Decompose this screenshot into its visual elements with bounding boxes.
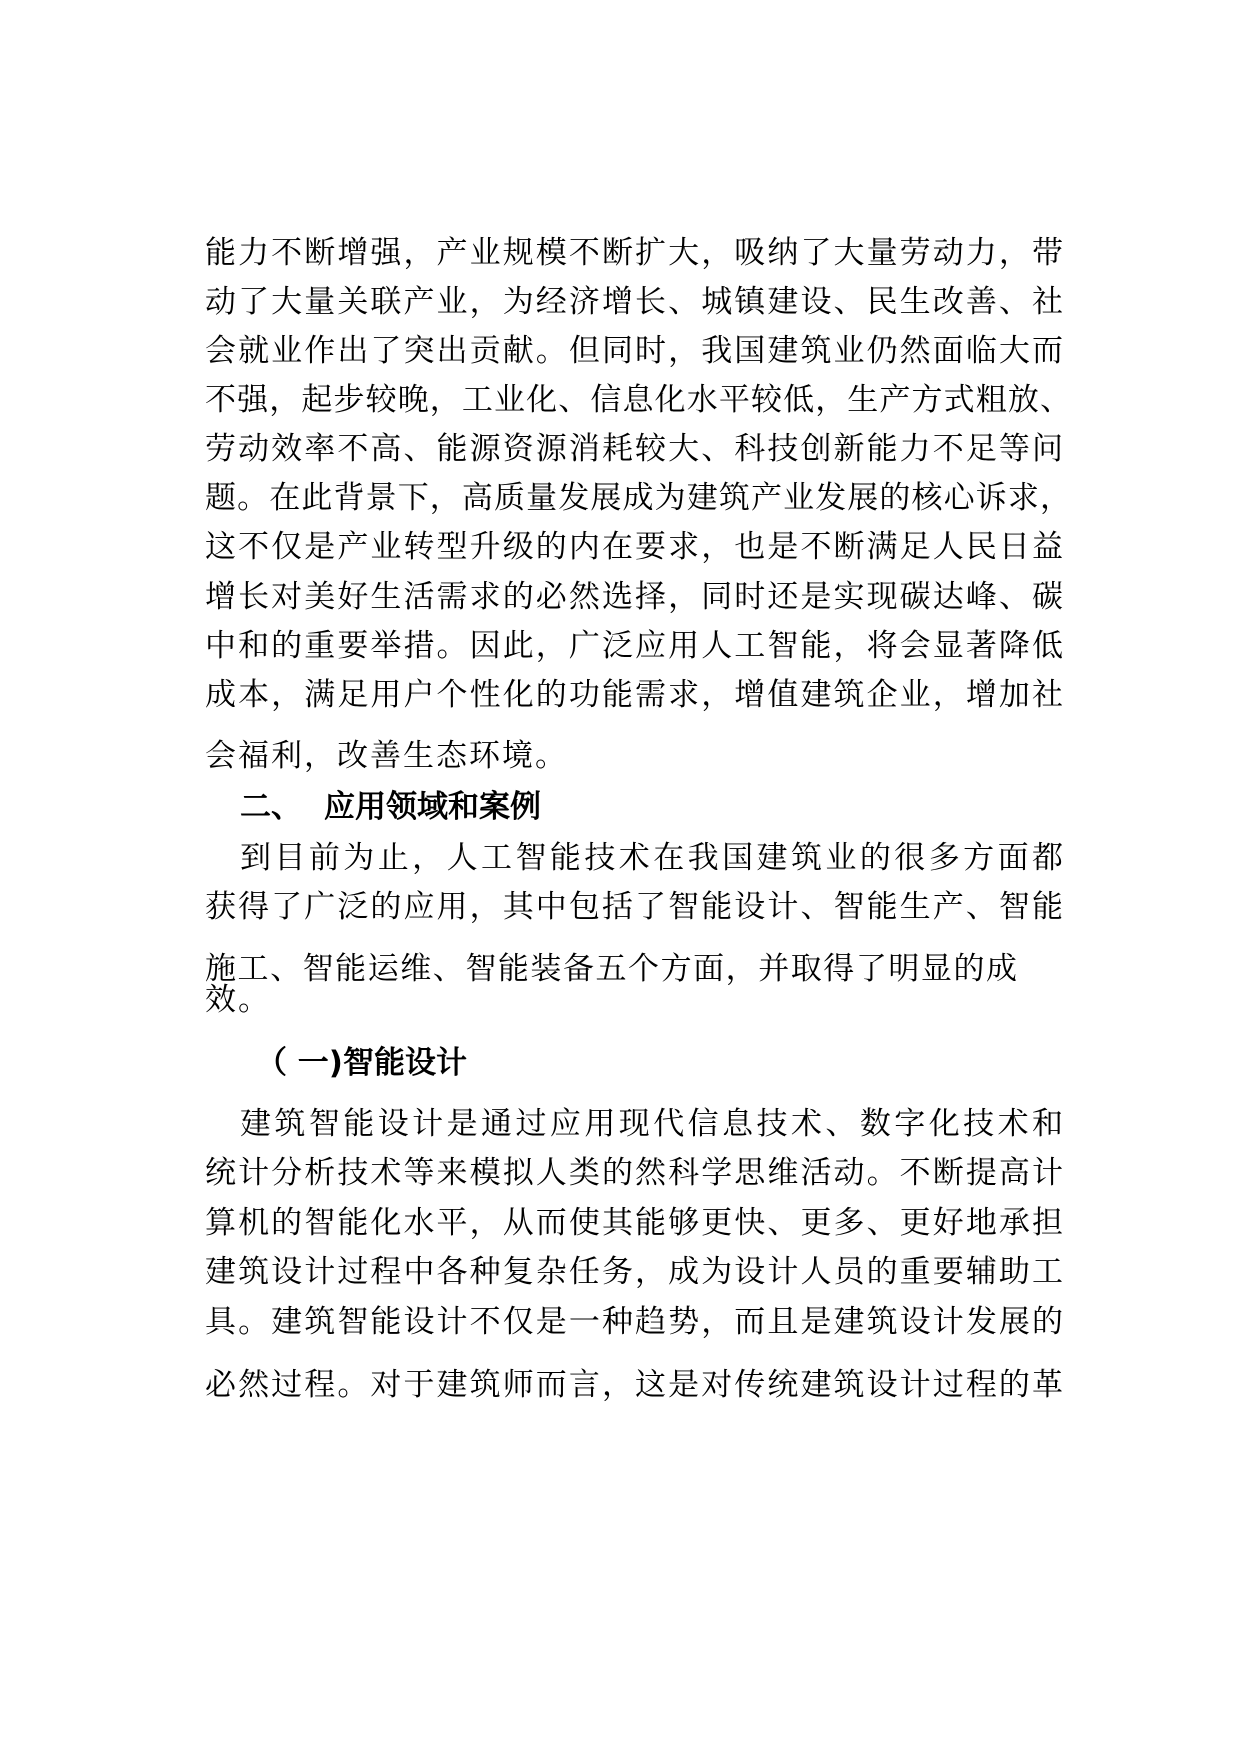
text-line: 题。在此背景下，高质量发展成为建筑产业发展的核心诉求， xyxy=(205,480,1071,516)
text-line: 劳动效率不高、能源资源消耗较大、科技创新能力不足等问 xyxy=(205,431,1063,467)
text-line: 必然过程。对于建筑师而言，这是对传统建筑设计过程的革 xyxy=(205,1367,1063,1403)
text-line: 会就业作出了突出贡献。但同时，我国建筑业仍然面临大而 xyxy=(205,333,1063,369)
text-line: 中和的重要举措。因此，广泛应用人工智能，将会显著降低 xyxy=(205,628,1063,664)
text-line: 这不仅是产业转型升级的内在要求，也是不断满足人民日益 xyxy=(205,529,1063,565)
text-line: 不强，起步较晚，工业化、信息化水平较低，生产方式粗放、 xyxy=(205,382,1071,418)
text-line: 成本，满足用户个性化的功能需求，增值建筑企业，增加社 xyxy=(205,677,1063,713)
section-title: 应用领域和案例 xyxy=(324,789,541,825)
text-line: 增长对美好生活需求的必然选择，同时还是实现碳达峰、碳 xyxy=(205,579,1063,615)
text-line: 算机的智能化水平，从而使其能够更快、更多、更好地承担 xyxy=(205,1205,1063,1241)
text-line: 统计分析技术等来模拟人类的然科学思维活动。不断提高计 xyxy=(205,1155,1063,1191)
text-line: 效。 xyxy=(205,982,271,1018)
text-line: 能力不断增强，产业规模不断扩大，吸纳了大量劳动力，带 xyxy=(205,235,1063,271)
text-line: 施工、智能运维、智能装备五个方面，并取得了明显的成 xyxy=(205,951,1017,987)
text-line: 获得了广泛的应用，其中包括了智能设计、智能生产、智能 xyxy=(205,889,1063,925)
text-line: 会福利，改善生态环境。 xyxy=(205,738,568,774)
text-line: 具。建筑智能设计不仅是一种趋势，而且是建筑设计发展的 xyxy=(205,1304,1063,1340)
subsection-heading: （ 一)智能设计 xyxy=(256,1045,467,1081)
text-line: 建筑智能设计是通过应用现代信息技术、数字化技术和 xyxy=(240,1106,1063,1142)
section-heading xyxy=(240,787,541,827)
section-number: 二、 xyxy=(240,789,302,825)
text-line: 到目前为止，人工智能技术在我国建筑业的很多方面都 xyxy=(240,840,1063,876)
text-line: 动了大量关联产业，为经济增长、城镇建设、民生改善、社 xyxy=(205,284,1063,320)
text-line: 建筑设计过程中各种复杂任务，成为设计人员的重要辅助工 xyxy=(205,1254,1063,1290)
